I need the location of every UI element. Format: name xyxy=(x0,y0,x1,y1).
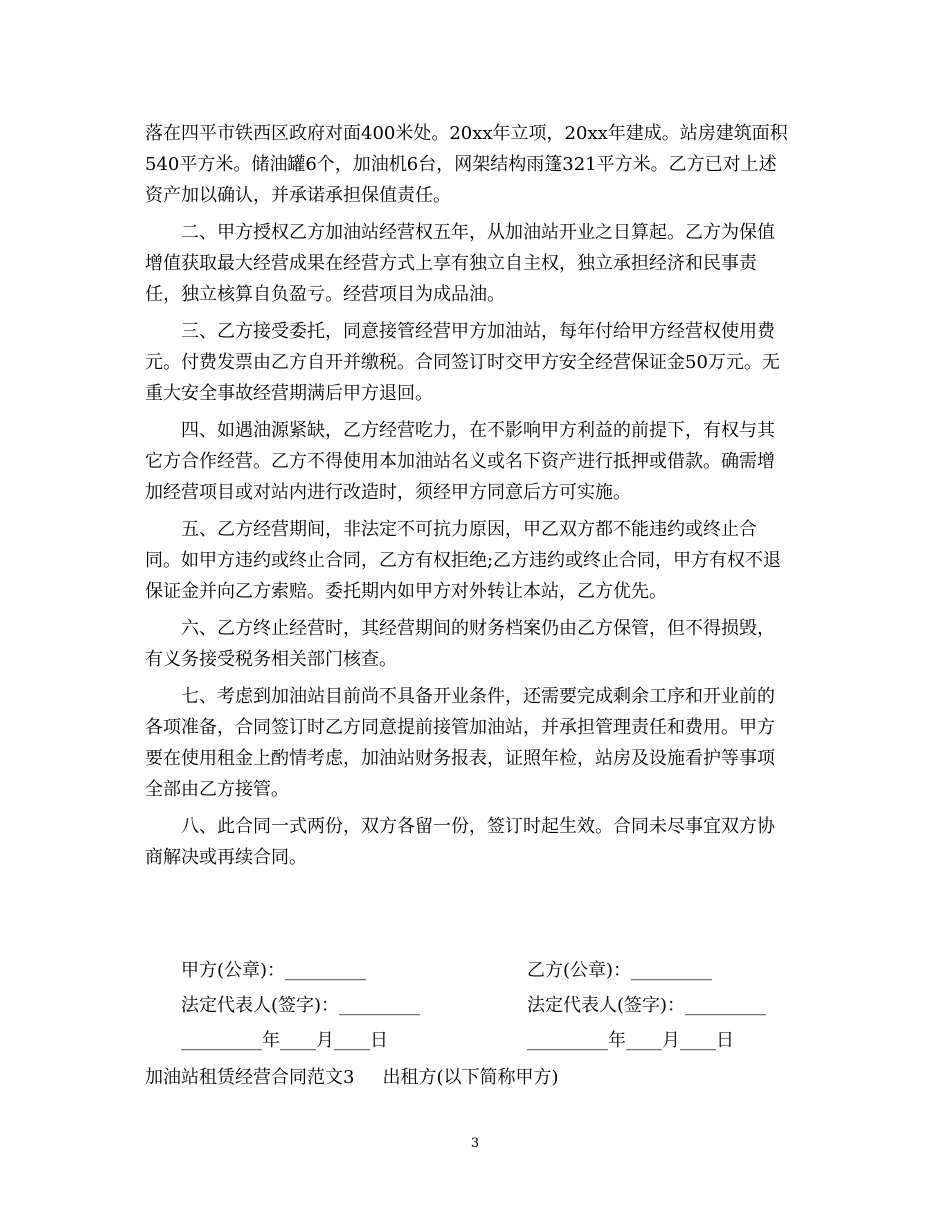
text-line: 落在四平市铁西区政府对面400米处。20xx年立项，20xx年建成。站房建筑面积 xyxy=(145,123,788,144)
party-b-date-field: _________年____月____日 xyxy=(527,1030,734,1051)
text-line: 商解决或再续合同。 xyxy=(145,847,307,868)
paragraph-clause-6 xyxy=(145,613,820,675)
text-line: 四、如遇油源紧缺，乙方经营吃力，在不影响甲方利益的前提下，有权与其 xyxy=(181,420,775,441)
party-a-representative-field: 法定代表人(签字)：_________ xyxy=(181,995,421,1016)
text-line: 有义务接受税务相关部门核查。 xyxy=(145,649,397,670)
text-line: 540平方米。储油罐6个，加油机6台，网架结构雨篷321平方米。乙方已对上述 xyxy=(145,154,777,175)
text-line: 七、考虑到加油站目前尚不具备开业条件，还需要完成剩余工序和开业前的 xyxy=(181,686,775,707)
text-line: 它方合作经营。乙方不得使用本加油站名义或名下资产进行抵押或借款。确需增 xyxy=(145,451,775,472)
text-line: 增值获取最大经营成果在经营方式上享有独立自主权，独立承担经济和民事责 xyxy=(145,253,757,274)
text-line: 资产加以确认，并承诺承担保值责任。 xyxy=(145,185,451,206)
text-line: 任，独立核算自负盈亏。经营项目为成品油。 xyxy=(145,284,505,305)
signature-row-date xyxy=(145,1025,820,1060)
signature-row-seal xyxy=(145,955,820,990)
party-b-representative-field: 法定代表人(签字)：_________ xyxy=(527,995,767,1016)
paragraph-clause-2 xyxy=(145,217,820,310)
text-line: 加经营项目或对站内进行改造时，须经甲方同意后方可实施。 xyxy=(145,482,631,503)
next-document-heading xyxy=(145,1062,559,1093)
signature-row-representative xyxy=(145,990,820,1025)
paragraph-clause-8 xyxy=(145,811,820,873)
party-b-seal-field: 乙方(公章)：_________ xyxy=(527,960,713,981)
text-line: 重大安全事故经营期满后甲方退回。 xyxy=(145,383,433,404)
page-number: 3 xyxy=(470,1136,480,1151)
text-line: 全部由乙方接管。 xyxy=(145,779,289,800)
text-line: 保证金并向乙方索赔。委托期内如甲方对外转让本站，乙方优先。 xyxy=(145,581,667,602)
paragraph-clause-4 xyxy=(145,415,820,508)
text-line: 同。如甲方违约或终止合同，乙方有权拒绝;乙方违约或终止合同，甲方有权不退 xyxy=(145,550,782,571)
text-line: 元。付费发票由乙方自开并缴税。合同签订时交甲方安全经营保证金50万元。无 xyxy=(145,352,780,373)
contract-body xyxy=(145,118,820,879)
text-line: 二、甲方授权乙方加油站经营权五年，从加油站开业之日算起。乙方为保值 xyxy=(181,222,775,243)
next-document-first-line: 出租方(以下简称甲方) xyxy=(382,1067,559,1088)
paragraph-1 xyxy=(145,118,820,211)
party-a-date-field: _________年____月____日 xyxy=(181,1030,388,1051)
next-document-title: 加油站租赁经营合同范文3 xyxy=(145,1067,355,1088)
signature-block xyxy=(145,955,820,1060)
paragraph-clause-5 xyxy=(145,514,820,607)
text-line: 八、此合同一式两份，双方各留一份，签订时起生效。合同未尽事宜双方协 xyxy=(181,816,775,837)
text-line: 六、乙方终止经营时，其经营期间的财务档案仍由乙方保管，但不得损毁， xyxy=(181,618,775,639)
paragraph-clause-3 xyxy=(145,316,820,409)
paragraph-clause-7 xyxy=(145,681,820,805)
text-line: 三、乙方接受委托，同意接管经营甲方加油站，每年付给甲方经营权使用费 xyxy=(181,321,775,342)
text-line: 各项准备，合同签订时乙方同意提前接管加油站，并承担管理责任和费用。甲方 xyxy=(145,717,775,738)
party-a-seal-field: 甲方(公章)：_________ xyxy=(181,960,367,981)
text-line: 要在使用租金上酌情考虑，加油站财务报表，证照年检，站房及设施看护等事项 xyxy=(145,748,775,769)
text-line: 五、乙方经营期间，非法定不可抗力原因，甲乙双方都不能违约或终止合 xyxy=(181,519,757,540)
